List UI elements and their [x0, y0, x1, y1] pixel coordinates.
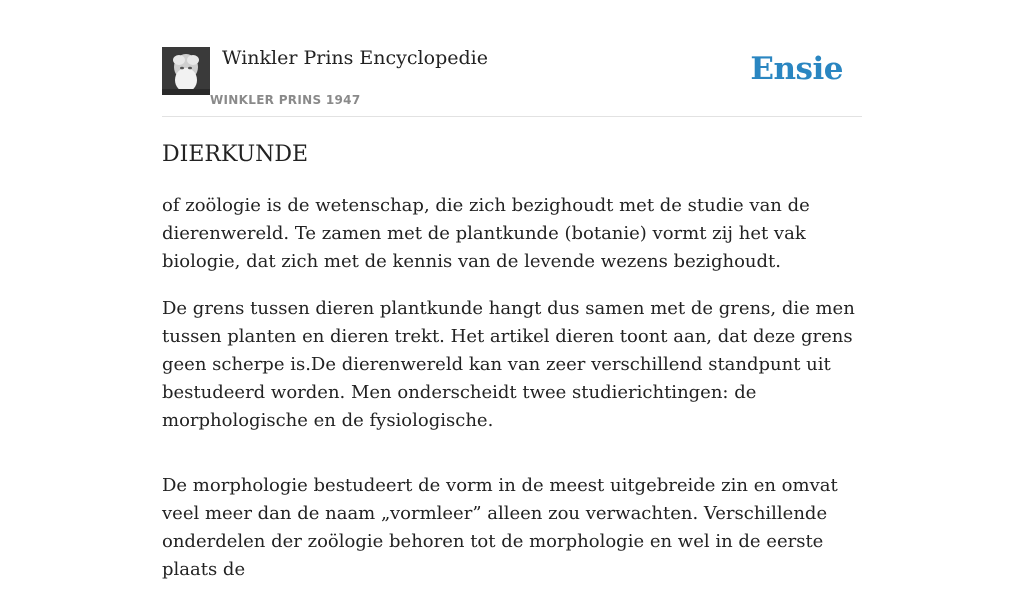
article-body — [162, 192, 862, 603]
avatar-portrait — [162, 47, 210, 95]
edition-label[interactable]: WINKLER PRINS 1947 — [210, 93, 361, 107]
ensie-logo[interactable]: Ensie — [750, 51, 843, 87]
article-paragraph: De grens tussen dieren plantkunde hangt dus samen met de grens, die men tussen planten en dieren trekt. Het artikel dieren toont aan, dat deze grens geen scherpe is.De dierenwereld kan van zeer verschillend standpunt uit bestudeerd worden. Men onderscheidt twee studierichtingen: de morphologische en de fysiologische. — [162, 298, 855, 431]
article-paragraph: of zoölogie is de wetenschap, die zich bezighoudt met de studie van de dierenwereld. Te zamen met de plantkunde (botanie) vormt zij het vak biologie, dat zich met de kennis van de levende wezens bezighoudt. — [162, 195, 810, 272]
header — [162, 0, 862, 117]
article-paragraph: De morphologie bestudeert de vorm in de meest uitgebreide zin en omvat veel meer dan de naam „vormleer” alleen zou verwachten. Verschillende onderdelen der zoölogie behoren tot de morphologie en wel in de eerste plaats de — [162, 475, 838, 580]
author-avatar[interactable] — [162, 47, 210, 95]
page — [162, 0, 862, 580]
site-title[interactable]: Winkler Prins Encyclopedie — [222, 47, 488, 69]
article-title: DIERKUNDE — [162, 142, 309, 167]
